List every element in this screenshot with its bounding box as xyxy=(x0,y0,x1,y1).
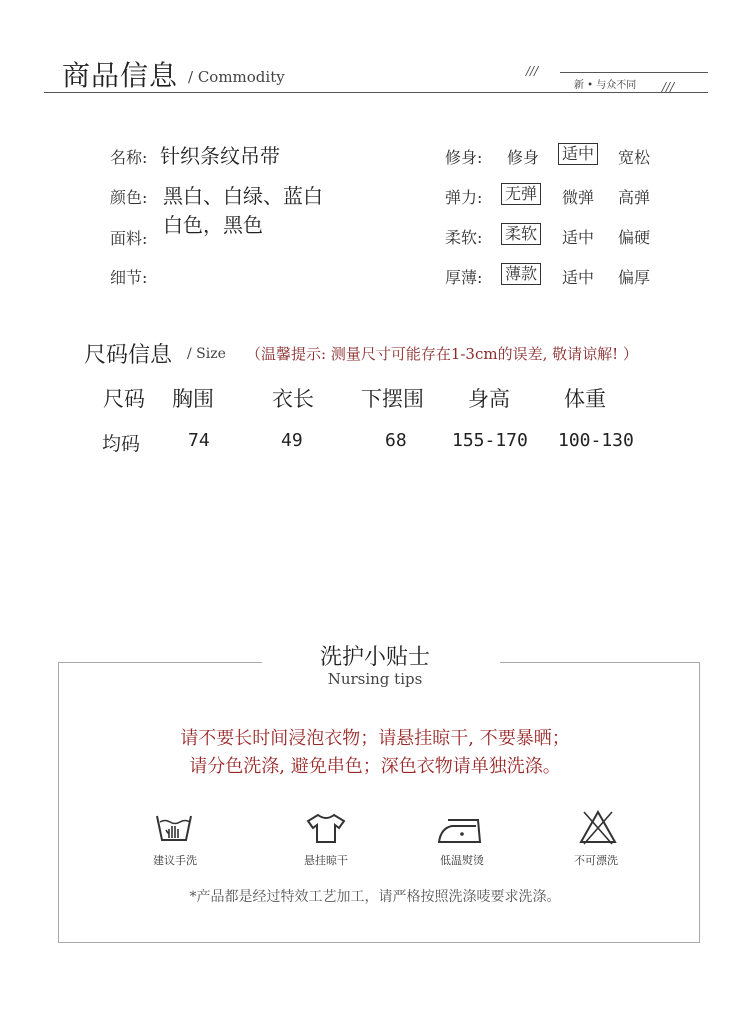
attribute-option: 偏硬 xyxy=(618,228,651,247)
attribute-option: 修身 xyxy=(507,148,540,167)
fabric-value: 白色，黑色 xyxy=(163,213,263,237)
color-label: 颜色: xyxy=(110,188,148,207)
hang-dry-icon xyxy=(304,812,348,844)
size-table-cell: 49 xyxy=(281,430,303,451)
hand-wash-label: 建议手洗 xyxy=(153,854,197,867)
care-title: 洗护小贴士 xyxy=(319,645,430,670)
section-subtitle-commodity: / Commodity xyxy=(188,68,285,86)
section-title-commodity: 商品信息 xyxy=(62,59,179,92)
attribute-option: 宽松 xyxy=(618,148,651,167)
color-value: 黑白、白绿、蓝白 xyxy=(163,184,323,208)
size-table-header: 下摆围 xyxy=(361,387,424,411)
attribute-option-selected: 柔软 xyxy=(501,223,541,245)
attribute-option: 偏厚 xyxy=(618,268,651,287)
low-iron-icon xyxy=(436,814,484,844)
care-instruction-line: 请分色洗涤, 避免串色；深色衣物请单独洗涤。 xyxy=(189,756,561,777)
header-divider xyxy=(44,92,708,93)
size-table-header: 衣长 xyxy=(272,387,314,411)
header-divider-short xyxy=(560,72,708,73)
hang-dry-label: 悬挂晾干 xyxy=(304,854,348,867)
attribute-option: 适中 xyxy=(562,228,595,247)
attribute-option: 适中 xyxy=(562,268,595,287)
size-table-cell: 均码 xyxy=(102,433,141,455)
size-tip: （温馨提示: 测量尺寸可能存在1-3cm的误差, 敬请谅解! ） xyxy=(246,345,638,363)
size-table-cell: 100-130 xyxy=(558,430,634,451)
brand-tagline: 新 • 与众不同 xyxy=(574,80,637,91)
section-subtitle-size: / Size xyxy=(187,346,226,362)
attribute-row-fit xyxy=(445,145,685,169)
no-bleach-label: 不可漂洗 xyxy=(574,854,618,867)
hand-wash-icon xyxy=(154,810,194,844)
size-table-header: 体重 xyxy=(564,387,606,411)
size-table-cell: 68 xyxy=(385,430,407,451)
low-iron-label: 低温熨烫 xyxy=(440,854,484,867)
no-bleach-icon xyxy=(578,808,618,846)
size-table-header: 胸围 xyxy=(172,387,214,411)
attribute-option-selected: 薄款 xyxy=(501,263,541,285)
care-instruction-line: 请不要长时间浸泡衣物；请悬挂晾干, 不要暴晒； xyxy=(180,728,570,749)
attribute-option: 微弹 xyxy=(562,188,595,207)
size-table-header: 身高 xyxy=(468,387,510,411)
attribute-label: 弹力: xyxy=(445,188,483,207)
header-slash-decoration: /// xyxy=(662,80,675,94)
attribute-option: 高弹 xyxy=(618,188,651,207)
size-table-cell: 155-170 xyxy=(452,430,528,451)
attribute-label: 柔软: xyxy=(445,228,483,247)
fabric-label: 面料: xyxy=(110,229,148,248)
attribute-row-elasticity xyxy=(445,185,685,209)
care-note: *产品都是经过特效工艺加工，请严格按照洗涤唛要求洗涤。 xyxy=(189,889,561,905)
detail-label: 细节: xyxy=(110,268,148,287)
attribute-label: 修身: xyxy=(445,148,483,167)
size-table-cell: 74 xyxy=(188,430,210,451)
name-value: 针织条纹吊带 xyxy=(160,144,280,168)
attribute-option-selected: 适中 xyxy=(558,143,598,165)
attribute-row-softness xyxy=(445,225,685,249)
section-title-size: 尺码信息 xyxy=(84,343,173,368)
size-table-header: 尺码 xyxy=(103,387,145,411)
attribute-option-selected: 无弹 xyxy=(501,183,541,205)
name-label: 名称: xyxy=(110,148,148,167)
attribute-row-thickness xyxy=(445,265,685,289)
care-subtitle: Nursing tips xyxy=(327,670,423,688)
header-slash-decoration: /// xyxy=(526,64,539,78)
attribute-label: 厚薄: xyxy=(445,268,483,287)
